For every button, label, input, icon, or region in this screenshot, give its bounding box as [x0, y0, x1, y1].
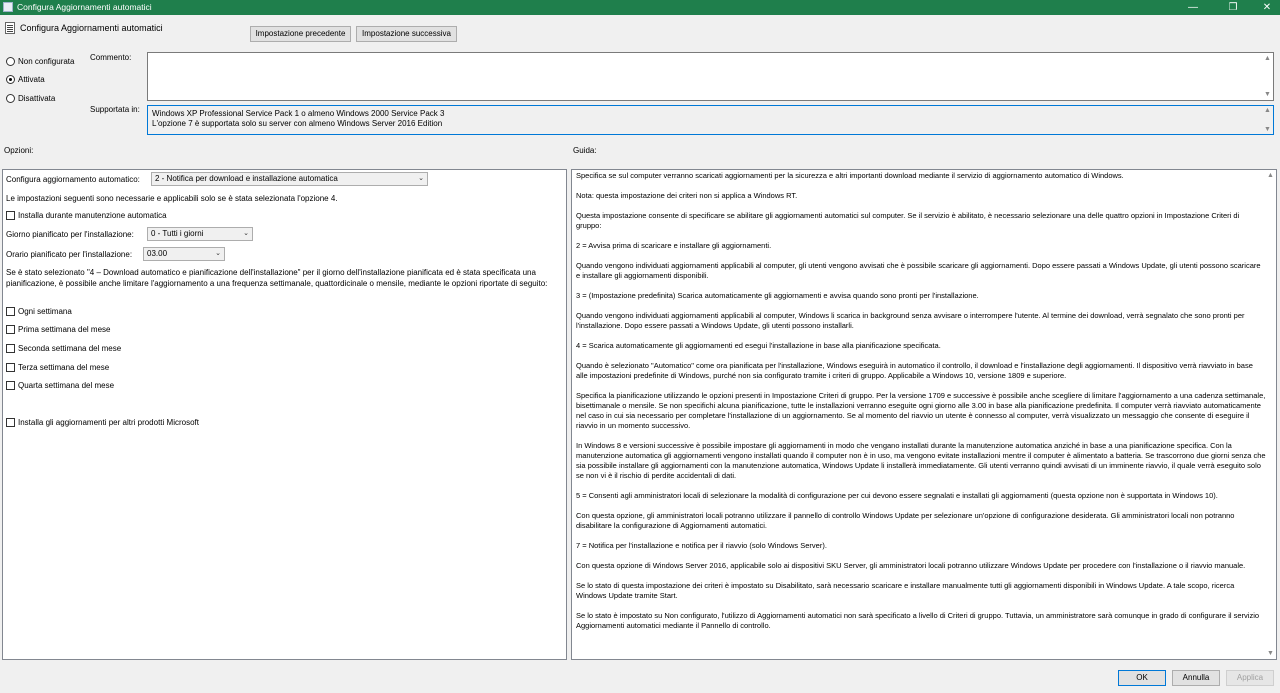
- dropdown-value: 03.00: [147, 249, 168, 258]
- scroll-down-icon[interactable]: ▼: [1264, 91, 1271, 98]
- help-text: [576, 171, 1266, 641]
- radio-not-configured[interactable]: [6, 55, 74, 67]
- configure-update-dropdown[interactable]: [151, 172, 428, 186]
- radio-enabled[interactable]: [6, 73, 45, 85]
- supported-label: Supportata in:: [90, 105, 140, 114]
- checkbox-label: Installa durante manutenzione automatica: [18, 211, 167, 220]
- cancel-button[interactable]: Annulla: [1172, 670, 1220, 686]
- scroll-up-icon[interactable]: ▲: [1264, 107, 1271, 114]
- scheduled-time-dropdown[interactable]: [143, 247, 225, 261]
- help-paragraph: Nota: questa impostazione dei criteri non si applica a Windows RT.: [576, 191, 798, 200]
- options-note: Le impostazioni seguenti sono necessarie e applicabili solo se è stata selezionata l'opzione 4.: [6, 194, 338, 203]
- radio-circle[interactable]: [6, 75, 15, 84]
- supported-scrollbar[interactable]: [1263, 106, 1273, 134]
- help-scrollbar[interactable]: [1266, 170, 1276, 659]
- other-products-checkbox[interactable]: [6, 417, 199, 428]
- scroll-up-icon[interactable]: ▲: [1267, 172, 1274, 179]
- help-paragraph: 3 = (Impostazione predefinita) Scarica automaticamente gli aggiornamenti e avvisa quando sono pronti per l'installazione.: [576, 291, 979, 300]
- scheduled-day-label: Giorno pianificato per l'installazione:: [6, 230, 134, 239]
- help-paragraph: 4 = Scarica automaticamente gli aggiornamenti ed esegui l'installazione in base alla pianificazione specificata.: [576, 341, 941, 350]
- help-paragraph: Specifica la pianificazione utilizzando le opzioni presenti in Impostazione Criteri di gruppo. Per la versione 1709 e successive è possibile anche scegliere di limitare l'aggiornamento a una cadenza settimanale, bisettimanale o mensile. Se non specifichi alcuna pianificazione, tutte le installazioni verranno eseguite ogni giorno alle 3.00 in base alla pianificazione predefinita. Il computer verrà riavviato automaticamente nel caso in cui sia necessario per completare l'installazione di un aggiornamento. Se al momento del riavvio un utente è connesso al computer, verrà visualizzato un messaggio che consente di eseguire il riavvio in un momento successivo.: [576, 391, 1266, 430]
- radio-disabled[interactable]: [6, 92, 55, 104]
- options-section-label: Opzioni:: [4, 146, 34, 155]
- scroll-down-icon[interactable]: ▼: [1264, 126, 1271, 133]
- help-paragraph: 5 = Consenti agli amministratori locali di selezionare la modalità di configurazione per cui devono essere segnalati e installati gli aggiornamenti (questa opzione non è supportata in Windows 10).: [576, 491, 1218, 500]
- supported-line-2: L'opzione 7 è supportata solo su server con almeno Windows Server 2016 Edition: [152, 119, 443, 128]
- checkbox-box[interactable]: [6, 307, 15, 316]
- dropdown-value: 2 - Notifica per download e installazione automatica: [155, 174, 338, 183]
- chevron-down-icon: ⌄: [243, 230, 249, 237]
- scheduled-day-dropdown[interactable]: [147, 227, 253, 241]
- supported-line-1: Windows XP Professional Service Pack 1 o almeno Windows 2000 Service Pack 3: [152, 109, 445, 118]
- policy-setting-icon: [5, 22, 15, 34]
- apply-button[interactable]: Applica: [1226, 670, 1274, 686]
- close-icon[interactable]: ✕: [1262, 2, 1272, 13]
- restore-icon[interactable]: ❐: [1228, 2, 1238, 13]
- second-week-checkbox[interactable]: [6, 343, 121, 354]
- help-paragraph: Se lo stato di questa impostazione dei criteri è impostato su Disabilitato, sarà necessario scaricare e installare manualmente tutti gli aggiornamenti disponibili in Windows Update. A tale scopo, ricerca Windows Update tramite Start.: [576, 581, 1235, 600]
- checkbox-label: Quarta settimana del mese: [18, 381, 115, 390]
- help-section-label: Guida:: [573, 146, 597, 155]
- help-paragraph: Con questa opzione, gli amministratori locali potranno utilizzare il pannello di controllo Windows Update per selezionare un'opzione di configurazione desiderata. Gli amministratori locali non potranno disabilitare la configurazione di Aggiornamenti automatici.: [576, 511, 1235, 530]
- install-maintenance-checkbox[interactable]: [6, 210, 167, 221]
- checkbox-box[interactable]: [6, 344, 15, 353]
- checkbox-box[interactable]: [6, 211, 15, 220]
- radio-label: Attivata: [18, 74, 45, 84]
- help-paragraph: Con questa opzione di Windows Server 2016, applicabile solo ai dispositivi SKU Server, gli amministratori locali potranno utilizzare Windows Update per procedere con l'installazione o il riavvio manuale.: [576, 561, 1246, 570]
- next-setting-button[interactable]: Impostazione successiva: [356, 26, 457, 42]
- title-bar: [0, 0, 1280, 15]
- help-paragraph: 2 = Avvisa prima di scaricare e installare gli aggiornamenti.: [576, 241, 772, 250]
- help-paragraph: Quando vengono individuati aggiornamenti applicabili al computer, gli utenti vengono avvisati che è possibile scaricare gli aggiornamenti. Dopo essere passati a Windows Update, gli utenti possono scaricare e installare gli aggiornamenti disponibili.: [576, 261, 1261, 280]
- options-panel: [2, 169, 567, 660]
- checkbox-box[interactable]: [6, 381, 15, 390]
- help-paragraph: In Windows 8 e versioni successive è possibile impostare gli aggiornamenti in modo che vengano installati durante la manutenzione automatica anziché in base a una pianificazione specifica. Con la manutenzione automatica gli aggiornamenti vengono installati quando il computer non è in uso, ma vengono evitate installazioni mentre il computer è alimentato a batteria. Se trascorrono due giorni senza che sia possibile installare gli aggiornamenti con la manutenzione automatica, Windows Update li installerà immediatamente. Gli utenti verranno quindi avvisati di un imminente riavvio, il quale verrà eseguito solo se non vi è il rischio di perdite accidentali di dati.: [576, 441, 1266, 480]
- radio-label: Disattivata: [18, 93, 56, 103]
- help-paragraph: Questa impostazione consente di specificare se abilitare gli aggiornamenti automatici sul computer. Se il servizio è abilitato, è necessario selezionare una delle quattro opzioni in Impostazione Criteri di gruppo:: [576, 211, 1240, 230]
- radio-circle[interactable]: [6, 57, 15, 66]
- frequency-paragraph: Se è stato selezionato "4 – Download automatico e pianificazione dell'installazione" per il giorno dell'installazione pianificata ed è stata specificata una pianificazione, è possibile anche limitare l'aggiornamento a una frequenza settimanale, quattordicinale o mensile, mediante le opzioni riportate di seguito:: [6, 268, 548, 288]
- policy-window-icon: [3, 2, 13, 12]
- scroll-up-icon[interactable]: ▲: [1264, 55, 1271, 62]
- radio-label: Non configurata: [18, 56, 75, 66]
- supported-field[interactable]: [147, 105, 1274, 135]
- checkbox-label: Installa gli aggiornamenti per altri prodotti Microsoft: [18, 418, 199, 427]
- ok-button[interactable]: OK: [1118, 670, 1166, 686]
- setting-title: Configura Aggiornamenti automatici: [20, 23, 163, 33]
- help-paragraph: 7 = Notifica per l'installazione e notifica per il riavvio (solo Windows Server).: [576, 541, 827, 550]
- help-paragraph: Specifica se sul computer verranno scaricati aggiornamenti per la sicurezza e altri importanti download mediante il servizio di aggiornamento automatico di Windows.: [576, 171, 1124, 180]
- chevron-down-icon: ⌄: [215, 250, 221, 257]
- chevron-down-icon: ⌄: [418, 175, 424, 182]
- checkbox-box[interactable]: [6, 325, 15, 334]
- fourth-week-checkbox[interactable]: [6, 380, 114, 391]
- scheduled-time-label: Orario pianificato per l'installazione:: [6, 250, 133, 259]
- comment-field[interactable]: [147, 52, 1274, 101]
- every-week-checkbox[interactable]: [6, 306, 72, 317]
- window-title: Configura Aggiornamenti automatici: [17, 2, 152, 12]
- checkbox-label: Prima settimana del mese: [18, 325, 111, 334]
- minimize-icon[interactable]: —: [1188, 2, 1198, 13]
- third-week-checkbox[interactable]: [6, 362, 109, 373]
- configure-update-label: Configura aggiornamento automatico:: [6, 175, 140, 184]
- checkbox-label: Seconda settimana del mese: [18, 344, 122, 353]
- comment-scrollbar[interactable]: [1263, 53, 1273, 100]
- checkbox-box[interactable]: [6, 363, 15, 372]
- checkbox-label: Ogni settimana: [18, 307, 72, 316]
- scroll-down-icon[interactable]: ▼: [1267, 650, 1274, 657]
- dropdown-value: 0 - Tutti i giorni: [151, 229, 204, 238]
- radio-circle[interactable]: [6, 94, 15, 103]
- previous-setting-button[interactable]: Impostazione precedente: [250, 26, 351, 42]
- help-paragraph: Quando vengono individuati aggiornamenti applicabili al computer, Windows li scarica in background senza avvisare o interrompere l'utente. Al termine dei download, verrà segnalato che sono pronti per l'installazione. Dopo essere passati a Windows Update, gli utenti possono installarli.: [576, 311, 1245, 330]
- help-paragraph: Se lo stato è impostato su Non configurato, l'utilizzo di Aggiornamenti automatici non sarà specificato a livello di Criteri di gruppo. Tuttavia, un amministratore sarà comunque in grado di configurare il servizio Aggiornamenti automatici mediante il Pannello di controllo.: [576, 611, 1260, 630]
- first-week-checkbox[interactable]: [6, 324, 110, 335]
- checkbox-box[interactable]: [6, 418, 15, 427]
- help-paragraph: Quando è selezionato "Automatico" come ora pianificata per l'installazione, Windows eseguirà in automatico il controllo, il download e l'installazione degli aggiornamenti. Il dispositivo verrà riavviato in base alle impostazioni predefinite di Windows, purché non sia configurato tramite i criteri di gruppo. Applicabile a Windows 10, versione 1809 e superiore.: [576, 361, 1253, 380]
- comment-label: Commento:: [90, 53, 132, 62]
- checkbox-label: Terza settimana del mese: [18, 363, 110, 372]
